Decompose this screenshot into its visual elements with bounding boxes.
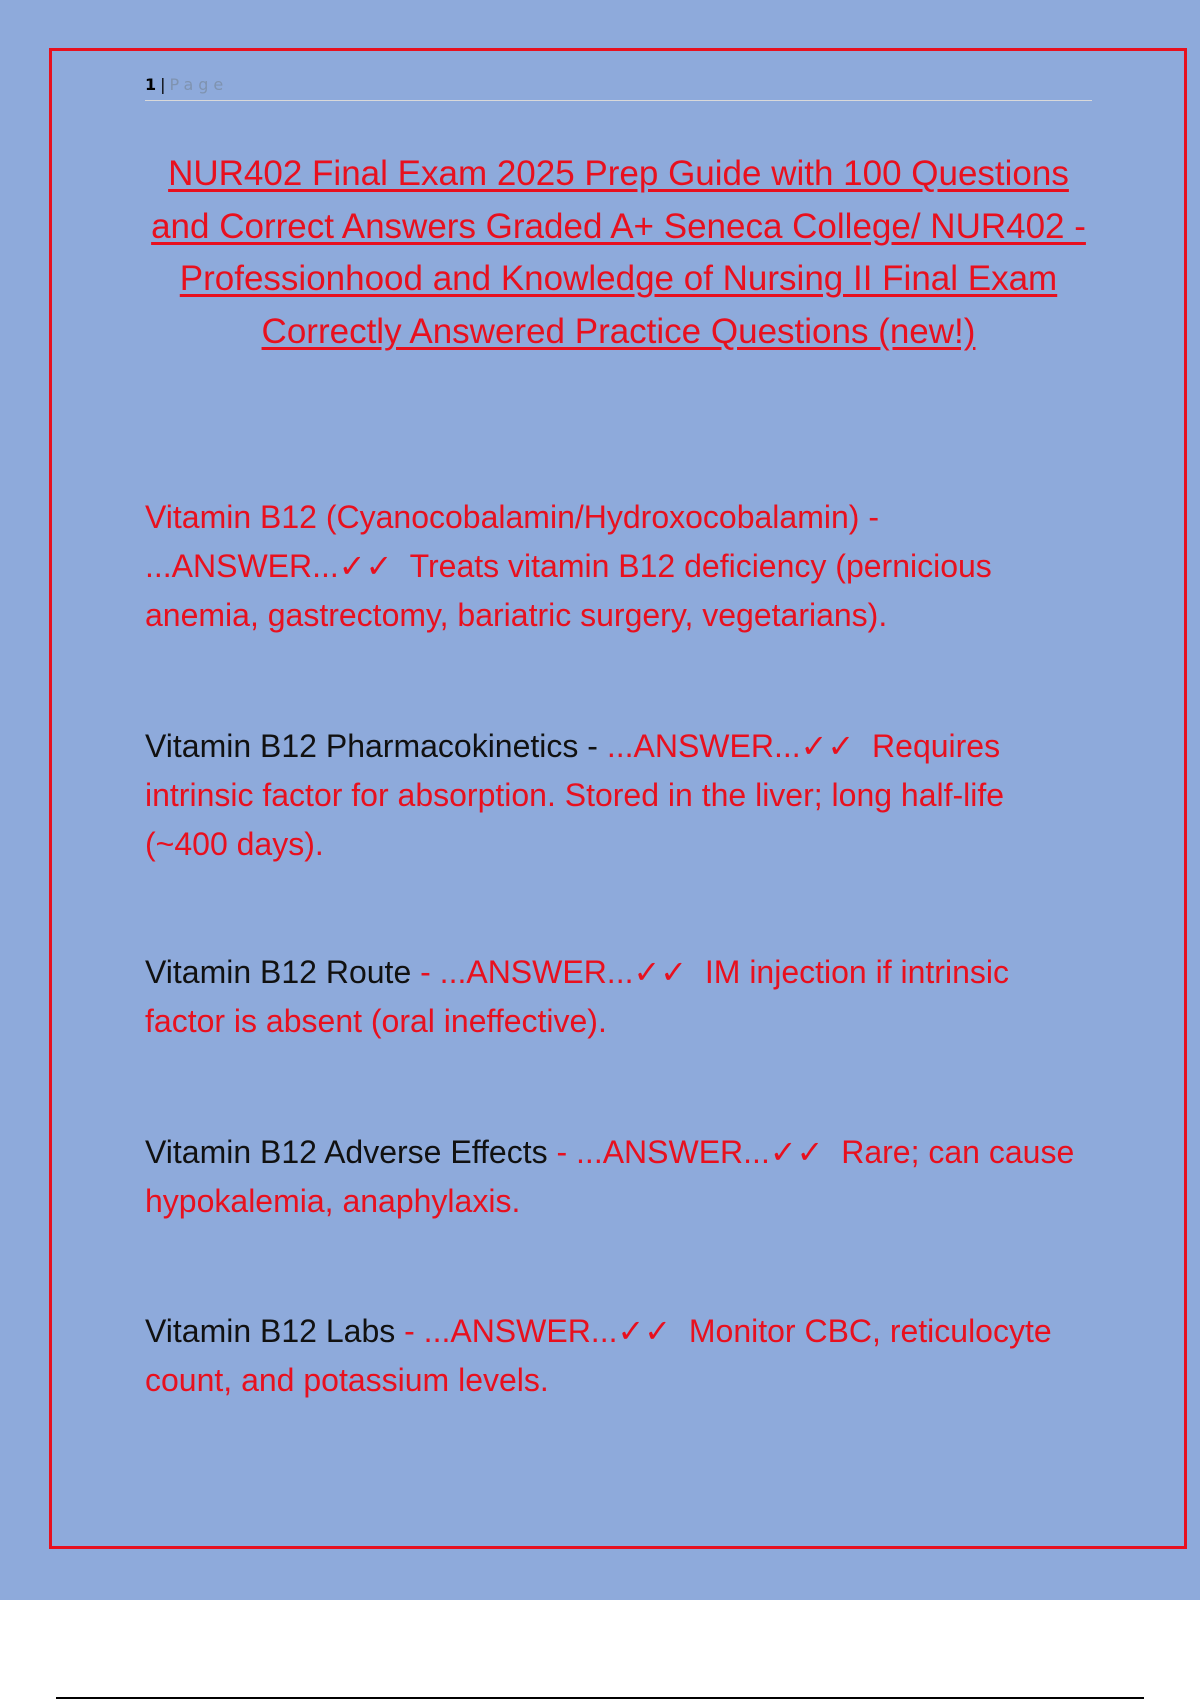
qa-answer: Requires intrinsic factor for absorption. Stored in the liver; long half-life (~400 days). <box>145 728 1005 862</box>
qa-answer: Treats vitamin B12 deficiency (pernicious anemia, gastrectomy, bariatric surgery, vegetarians). <box>145 548 992 633</box>
qa-item <box>145 1307 1092 1405</box>
qa-dash: - <box>420 954 431 990</box>
document-title: NUR402 Final Exam 2025 Prep Guide with 100 Questions and Correct Answers Graded A+ Seneca College/ NUR402 - Professionhood and Knowledge of Nursing II Final Exam Correctly Answered Practice Questions (new!) <box>151 154 1086 351</box>
qa-item <box>145 1128 1092 1226</box>
qa-dash: - <box>556 1134 568 1170</box>
qa-term: Vitamin B12 Adverse Effects <box>145 1134 548 1170</box>
page-label: Page <box>169 75 229 94</box>
qa-item <box>145 722 1092 869</box>
answer-marker: ...ANSWER...✓✓ <box>439 954 688 990</box>
qa-dash: - <box>868 499 879 535</box>
page-header <box>145 74 1092 101</box>
qa-answer: IM injection if intrinsic factor is absent (oral ineffective). <box>145 954 1009 1039</box>
page-separator: | <box>160 75 166 94</box>
qa-item <box>145 948 1092 1046</box>
qa-term: Vitamin B12 Route <box>145 954 412 990</box>
qa-dash: - <box>404 1313 415 1349</box>
answer-marker: ...ANSWER...✓✓ <box>576 1134 824 1170</box>
answer-marker: ...ANSWER...✓✓ <box>423 1313 672 1349</box>
qa-term: Vitamin B12 Pharmacokinetics <box>145 728 579 764</box>
qa-term: Vitamin B12 Labs <box>145 1313 396 1349</box>
answer-marker: ...ANSWER...✓✓ <box>606 728 855 764</box>
qa-dash: - <box>587 728 598 764</box>
qa-term: Vitamin B12 (Cyanocobalamin/Hydroxocobalamin) <box>145 499 860 535</box>
answer-marker: ...ANSWER...✓✓ <box>145 548 393 584</box>
page-number: 1 <box>145 75 157 94</box>
footer-divider <box>56 1697 1144 1699</box>
qa-answer: Monitor CBC, reticulocyte count, and potassium levels. <box>145 1313 1052 1398</box>
qa-answer: Rare; can cause hypokalemia, anaphylaxis. <box>145 1134 1075 1219</box>
qa-item <box>145 493 1092 640</box>
